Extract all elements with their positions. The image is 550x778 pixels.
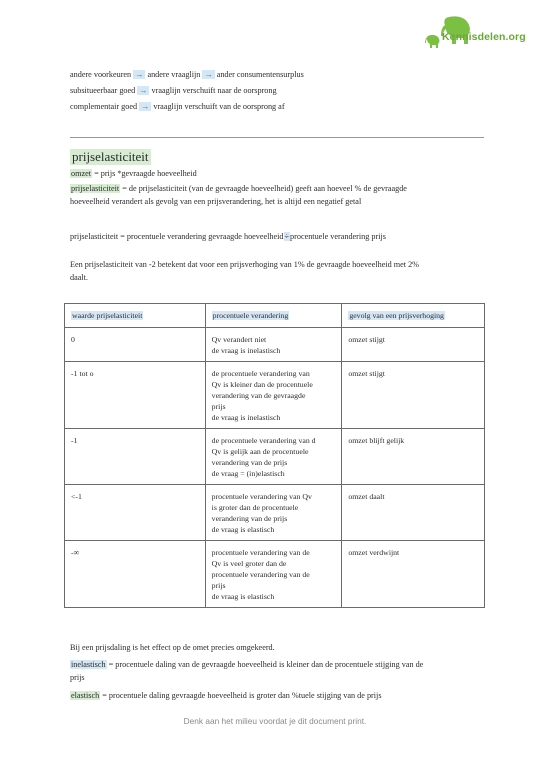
cell-line: verandering van de prijs	[211, 514, 288, 523]
kennisdelen-logo[interactable]	[424, 14, 534, 54]
price-increase-effect-cell: omzet daalt	[342, 485, 485, 541]
table-body	[65, 328, 485, 608]
prijselasticiteit-definition	[70, 183, 485, 208]
table-header-row	[65, 304, 485, 328]
cell-line: procentuele verandering van de	[211, 570, 310, 579]
percentage-change-cell	[205, 541, 342, 608]
cell-line: Qv verandert niet	[211, 335, 267, 344]
example-line-2: daalt.	[70, 272, 88, 282]
after-table-text	[70, 642, 485, 655]
percentage-change-cell	[205, 328, 342, 362]
cell-line: de vraag is elastisch	[211, 592, 275, 601]
example-paragraph	[70, 259, 485, 284]
inel-def-2: prijs	[70, 672, 85, 682]
elasticity-value-cell: <-1	[65, 485, 206, 541]
intro-result: ander consumentensurplus	[216, 70, 304, 79]
table-row	[65, 429, 485, 485]
cell-line: procentuele verandering van de	[211, 548, 310, 557]
price-increase-effect-cell: omzet stijgt	[342, 328, 485, 362]
cell-line: Qv is gelijk aan de procentuele	[211, 447, 309, 456]
price-increase-effect-cell: omzet blijft gelijk	[342, 429, 485, 485]
table-row	[65, 362, 485, 429]
cell-line: de vraag is inelastisch	[211, 346, 281, 355]
elasticity-value-cell: -1 tot o	[65, 362, 206, 429]
intro-line-1	[70, 69, 304, 81]
reverse-effect-note: Bij een prijsdaling is het effect op de omet precies omgekeerd.	[70, 643, 275, 652]
cell-line: prijs	[211, 402, 226, 411]
table-row	[65, 541, 485, 608]
footer-note: Denk aan het milieu voordat je dit document print.	[183, 716, 367, 726]
percentage-change-cell	[205, 485, 342, 541]
cell-line: verandering van de gevraagde	[211, 391, 306, 400]
intro-result: vraaglijn verschuift naar de oorsprong	[151, 86, 277, 95]
intro-result: andere vraaglijn	[147, 70, 201, 79]
elastisch-definition	[70, 690, 485, 703]
elasticity-value-cell: 0	[65, 328, 206, 362]
formula-right: procentuele verandering prijs	[290, 232, 386, 241]
arrow-right-icon: →	[135, 70, 144, 79]
pe-term: prijselasticiteit	[71, 184, 120, 193]
divide-icon: ÷	[284, 232, 290, 241]
cell-line: procentuele verandering van Qv	[211, 492, 312, 501]
cell-line: verandering van de prijs	[211, 458, 288, 467]
intro-term: andere voorkeuren	[70, 70, 132, 79]
el-def: = procentuele daling gevraagde hoeveelheid is groter dan %tuele stijging van de prijs	[100, 691, 382, 700]
elasticity-value-cell: -1	[65, 429, 206, 485]
omzet-term: omzet	[71, 169, 92, 178]
arrow-right-icon: →	[204, 70, 213, 79]
price-increase-effect-cell: omzet verdwijnt	[342, 541, 485, 608]
cell-line: de procentuele verandering van d	[211, 436, 316, 445]
cell-line: de vraag = (in)elastisch	[211, 469, 285, 478]
inelastisch-term: inelastisch	[71, 660, 106, 669]
elasticity-value-cell: -∞	[65, 541, 206, 608]
elastisch-term: elastisch	[71, 691, 100, 700]
arrow-right-icon: →	[139, 86, 148, 95]
section-heading: prijselasticiteit	[72, 149, 149, 164]
elasticity-table	[64, 303, 485, 608]
arrow-right-icon: →	[141, 102, 150, 111]
section-divider	[70, 137, 484, 138]
omzet-definition	[70, 168, 485, 181]
cell-line: de procentuele verandering van	[211, 369, 310, 378]
pe-def-2: hoeveelheid verandert als gevolg van een prijsverandering, het is altijd een negatief getal	[70, 196, 362, 206]
formula-left: prijselasticiteit = procentuele verandering gevraagde hoeveelheid	[70, 232, 284, 241]
intro-term: complementair goed	[70, 102, 138, 111]
example-line-1: Een prijselasticiteit van -2 betekent dat voor een prijsverhoging van 1% de gevraagde hoeveelheid met 2%	[70, 260, 419, 269]
intro-line-2	[70, 85, 277, 97]
percentage-change-cell	[205, 362, 342, 429]
column-header: gevolg van een prijsverhoging	[342, 304, 485, 328]
formula	[70, 231, 485, 244]
intro-term: subsitueerbaar goed	[70, 86, 136, 95]
intro-result: vraaglijn verschuift van de oorsprong af	[153, 102, 285, 111]
pe-def-1: = de prijselasticiteit (van de gevraagde hoeveelheid) geeft aan hoeveel % de gevraagde	[120, 184, 407, 193]
column-header: procentuele verandering	[205, 304, 342, 328]
logo-text: Kennisdelen.org	[442, 31, 526, 43]
cell-line: prijs	[211, 581, 226, 590]
intro-line-3	[70, 101, 285, 113]
cell-line: Qv is veel groter dan de	[211, 559, 287, 568]
price-increase-effect-cell: omzet stijgt	[342, 362, 485, 429]
inel-def-1: = procentuele daling van de gevraagde hoeveelheid is kleiner dan de procentuele stijging van de	[106, 660, 424, 669]
cell-line: de vraag is inelastisch	[211, 413, 281, 422]
omzet-def: = prijs *gevraagde hoeveelheid	[92, 169, 197, 178]
column-header: waarde prijselasticiteit	[65, 304, 206, 328]
cell-line: de vraag is elastisch	[211, 525, 275, 534]
percentage-change-cell	[205, 429, 342, 485]
cell-line: is groter dan de procentuele	[211, 503, 299, 512]
cell-line: Qv is kleiner dan de procentuele	[211, 380, 313, 389]
inelastisch-definition	[70, 659, 485, 684]
table-row	[65, 485, 485, 541]
table-row	[65, 328, 485, 362]
